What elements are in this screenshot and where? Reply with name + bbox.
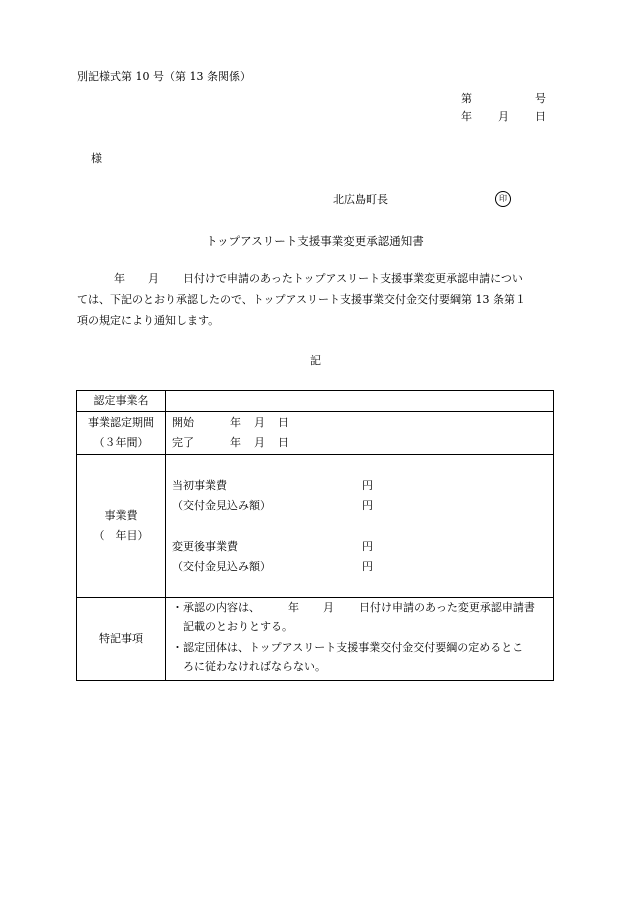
ki-heading: 記	[310, 354, 321, 367]
period-label	[77, 412, 166, 455]
changed-cost-yen: 円	[362, 540, 373, 553]
note2-part-b: ろに従わなければならない。	[183, 660, 326, 673]
seal-text: 印	[499, 194, 507, 203]
changed-cost-label: 変更後事業費	[172, 540, 238, 553]
note2-part-a: ・認定団体は、トップアスリート支援事業交付金交付要綱の定めるとこ	[172, 641, 524, 654]
body-line1: 日付けで申請のあったトップアスリート支援事業変更承認申請につい	[183, 272, 523, 285]
event-name-value	[166, 391, 554, 412]
body-line3: 項の規定により通知します。	[77, 314, 220, 327]
period-start-nen: 年	[230, 416, 241, 429]
date-nen: 年	[461, 110, 472, 123]
period-label-line2: （３年間）	[93, 436, 149, 449]
form-table	[76, 390, 554, 681]
initial-cost-label: 当初事業費	[172, 479, 227, 492]
cost-label-line1: 事業費	[104, 509, 138, 522]
changed-grant-yen: 円	[362, 560, 373, 573]
period-start-hi: 日	[278, 416, 289, 429]
table-row	[77, 598, 554, 681]
cost-label	[77, 455, 166, 598]
sender-title: 北広島町長	[333, 193, 388, 206]
table-row	[77, 391, 554, 412]
note1-nen: 年	[288, 601, 299, 614]
date-tsuki: 月	[498, 110, 509, 123]
note1-part-a: ・承認の内容は、	[172, 601, 260, 614]
note1-part-b: 日付け申請のあった変更承認申請書	[359, 601, 535, 614]
period-end-nen: 年	[230, 436, 241, 449]
period-end-hi: 日	[278, 436, 289, 449]
remarks-label	[77, 598, 166, 681]
remarks-label-text: 特記事項	[99, 632, 143, 645]
period-end-tsuki: 月	[254, 436, 265, 449]
period-value	[166, 412, 554, 455]
remarks-value	[166, 598, 554, 681]
addressee-sama: 様	[91, 152, 102, 165]
seal-mark	[495, 191, 511, 207]
cost-value	[166, 455, 554, 598]
cost-label-line2: （ 年目）	[93, 529, 149, 542]
period-start-label: 開始	[172, 416, 194, 429]
initial-grant-label: （交付金見込み額）	[172, 499, 271, 512]
number-go: 号	[535, 92, 546, 105]
initial-cost-yen: 円	[362, 479, 373, 492]
table-row	[77, 412, 554, 455]
number-dai: 第	[461, 92, 472, 105]
table-row	[77, 455, 554, 598]
period-end-label: 完了	[172, 436, 194, 449]
body-nen: 年	[114, 272, 125, 285]
body-tsuki: 月	[148, 272, 159, 285]
changed-grant-label: （交付金見込み額）	[172, 560, 271, 573]
period-label-line1: 事業認定期間	[88, 416, 154, 429]
document-title: トップアスリート支援事業変更承認通知書	[206, 234, 424, 248]
body-line2: ては、下記のとおり承認したので、トップアスリート支援事業交付金交付要綱第 13 条第１	[77, 293, 526, 306]
period-start-tsuki: 月	[254, 416, 265, 429]
form-number: 別記様式第 10 号（第 13 条関係）	[77, 70, 251, 83]
event-name-label-text: 認定事業名	[93, 394, 149, 407]
note1-tsuki: 月	[323, 601, 334, 614]
date-hi: 日	[535, 110, 546, 123]
event-name-label	[77, 391, 166, 412]
initial-grant-yen: 円	[362, 499, 373, 512]
note1-part-c: 記載のとおりとする。	[183, 620, 293, 633]
